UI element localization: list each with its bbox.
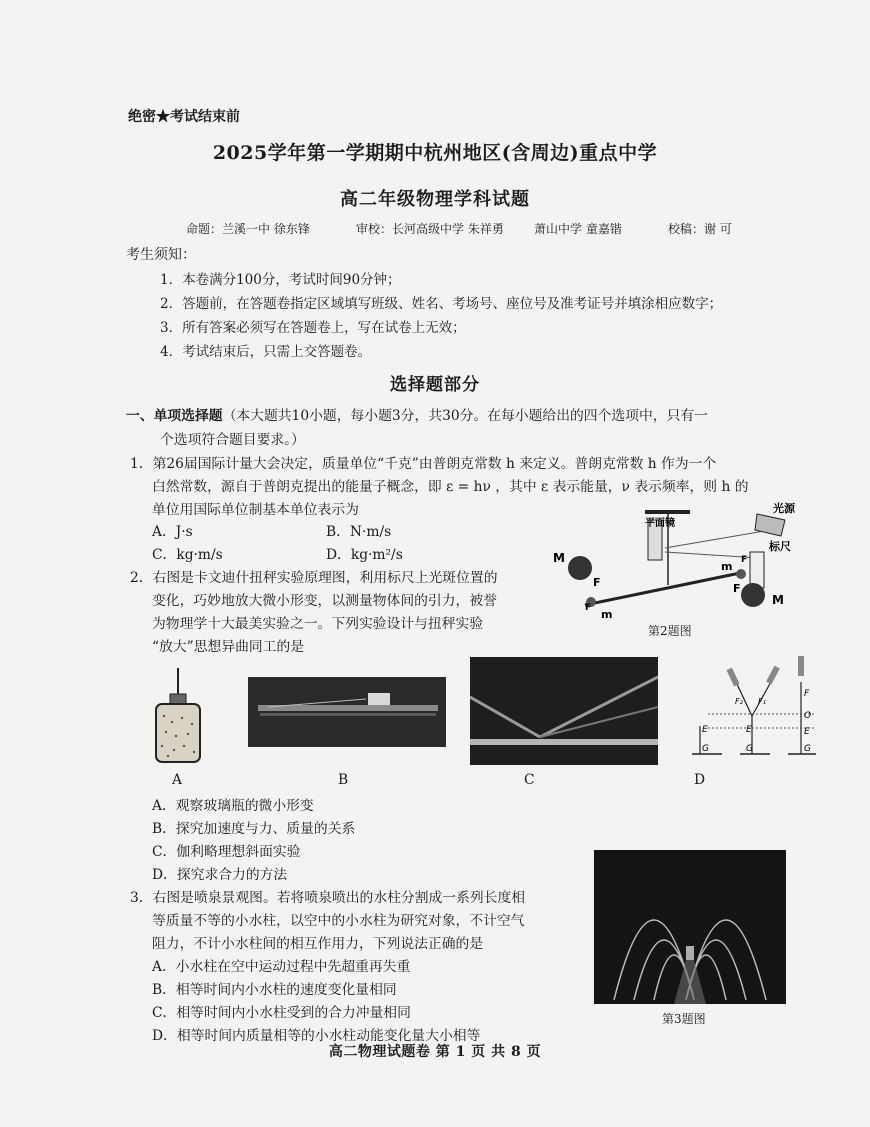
q1-option-c: C．kg·m/s — [152, 547, 223, 563]
label-F-left: F — [593, 576, 601, 589]
q2-option-a: A．观察玻璃瓶的微小形变 — [152, 798, 314, 814]
q2-option-b: B．探究加速度与力、质量的关系 — [152, 821, 356, 837]
incline-illustration — [470, 657, 658, 765]
notice-item: 3．所有答案必须写在答题卷上，写在试卷上无效； — [160, 320, 466, 336]
label-E-left: E — [702, 725, 708, 735]
option-a-bottle-image — [150, 666, 206, 766]
light-ray — [665, 530, 770, 548]
q2-stem-line: 2．右图是卡文迪什扭秤实验原理图，利用标尺上光斑位置的 — [130, 570, 498, 586]
track-illustration — [248, 677, 446, 747]
fountain-illustration — [594, 850, 786, 1004]
notice-item: 1．本卷满分100分，考试时间90分钟； — [160, 272, 401, 288]
label-E-right: E — [804, 727, 810, 737]
confidential-label: 绝密★考试结束前 — [128, 109, 240, 125]
q2-stem-line: 为物理学十大最美实验之一。下列实验设计与扭秤实验 — [152, 616, 484, 632]
image-letter-c: C — [524, 772, 535, 788]
q2-stem-line: 变化，巧妙地放大微小形变，以测量物体间的引力，被誉 — [152, 593, 497, 609]
label-O: O — [804, 711, 812, 721]
label-m-right: m — [721, 560, 733, 573]
q3-option-c: C．相等时间内小水柱受到的合力冲量相同 — [152, 1005, 411, 1021]
notice-heading: 考生须知： — [126, 247, 196, 263]
q3-option-d: D．相等时间内质量相等的小水柱动能变化量大小相等 — [152, 1028, 481, 1044]
exam-title: 2025学年第一学期期中杭州地区(含周边)重点中学 — [212, 142, 658, 164]
part-heading — [126, 404, 708, 424]
author-reviewer: 审校：长河高级中学 朱祥勇 — [356, 222, 504, 236]
q3-stem-line: 等质量不等的小水柱，以空中的小水柱为研究对象，不计空气 — [152, 913, 525, 929]
small-mass-right — [736, 569, 746, 579]
label-M-right: M — [772, 593, 784, 607]
author-reviewer-2: 萧山中学 童嘉锴 — [534, 222, 622, 236]
label-F-left-2: F — [585, 603, 592, 613]
q2-figure-caption: 第2题图 — [648, 624, 692, 638]
q1-stem-line: 白然常数，源自于普朗克提出的能量子概念，即 ε = hν ，其中 ε 表示能量，ν 表示频率，则 h 的 — [152, 479, 749, 495]
q3-option-b: B．相等时间内小水柱的速度变化量相同 — [152, 982, 397, 998]
label-G-left: G — [702, 744, 709, 754]
label-G-mid: G — [746, 744, 753, 754]
label-mirror — [645, 516, 675, 529]
author-proofreader: 校稿：谢 可 — [668, 222, 732, 236]
q3-figure-caption: 第3题图 — [662, 1012, 706, 1026]
label-M-left: M — [553, 551, 565, 565]
part-description-cont: 个选项符合题目要求。） — [160, 432, 305, 448]
scale-ruler-icon — [750, 552, 764, 588]
label-mirror: 平面镜 — [645, 518, 675, 529]
option-c-incline-photo — [470, 657, 658, 765]
label-F-right-2: F — [741, 555, 748, 565]
option-b-track-photo — [248, 677, 446, 747]
image-letter-a: A — [172, 772, 182, 788]
label-F-right: F — [733, 582, 741, 595]
q2-stem-line: “放大”思想异曲同工的是 — [152, 639, 305, 655]
image-letter-b: B — [338, 772, 349, 788]
label-light-source: 光源 — [773, 502, 795, 515]
exam-subtitle: 高二年级物理学科试题 — [340, 189, 530, 210]
torsion-rod — [585, 572, 745, 605]
q2-option-d: D．探究求合力的方法 — [152, 867, 288, 883]
label-F1: F₁ — [758, 697, 766, 706]
q2-option-c: C．伽利略理想斜面实验 — [152, 844, 301, 860]
label-G-right: G — [804, 744, 811, 754]
big-mass-right — [741, 583, 765, 607]
label-F: F — [804, 689, 810, 699]
q3-stem-line: 3．右图是喷泉景观图。若将喷泉喷出的水柱分割成一系列长度相 — [130, 890, 526, 906]
author-proposer: 命题：兰溪一中 徐东锋 — [186, 222, 310, 236]
notice-item: 2．答题前，在答题卷指定区域填写班级、姓名、考场号、座位号及准考证号并填涂相应数字； — [160, 296, 723, 312]
light-source-icon — [755, 514, 785, 536]
notice-item: 4．考试结束后，只需上交答题卷。 — [160, 344, 372, 360]
fountain-photo — [594, 850, 786, 1004]
q3-option-a: A．小水柱在空中运动过程中先超重再失重 — [152, 959, 411, 975]
q1-option-a: A．J·s — [152, 524, 193, 540]
page-footer: 高二物理试题卷 第 1 页 共 8 页 — [328, 1044, 542, 1060]
big-mass-left — [568, 556, 592, 580]
part-description: （本大题共10小题，每小题3分，共30分。在每小题给出的四个选项中，只有一 — [222, 408, 708, 424]
q1-option-b: B．N·m/s — [326, 524, 392, 540]
label-F2: F₂ — [735, 697, 743, 706]
q1-stem-line: 单位用国际单位制基本单位表示为 — [152, 502, 359, 518]
q1-option-d: D．kg·m²/s — [326, 547, 403, 563]
option-d-force-diagram — [688, 654, 818, 766]
q3-stem-line: 阻力，不计小水柱间的相互作用力，下列说法正确的是 — [152, 936, 484, 952]
label-E-mid: E — [746, 725, 752, 735]
q1-stem-line: 1．第26届国际计量大会决定，质量单位“千克”由普朗克常数 h 来定义。普朗克常数 h 作为一个 — [130, 456, 717, 472]
part-heading-label: 一、单项选择题 — [126, 408, 223, 424]
label-scale: 标尺 — [769, 540, 791, 553]
torsion-balance-figure — [545, 500, 795, 620]
image-letter-d: D — [694, 772, 706, 788]
label-m-left: m — [601, 608, 613, 620]
section-title: 选择题部分 — [390, 375, 480, 395]
